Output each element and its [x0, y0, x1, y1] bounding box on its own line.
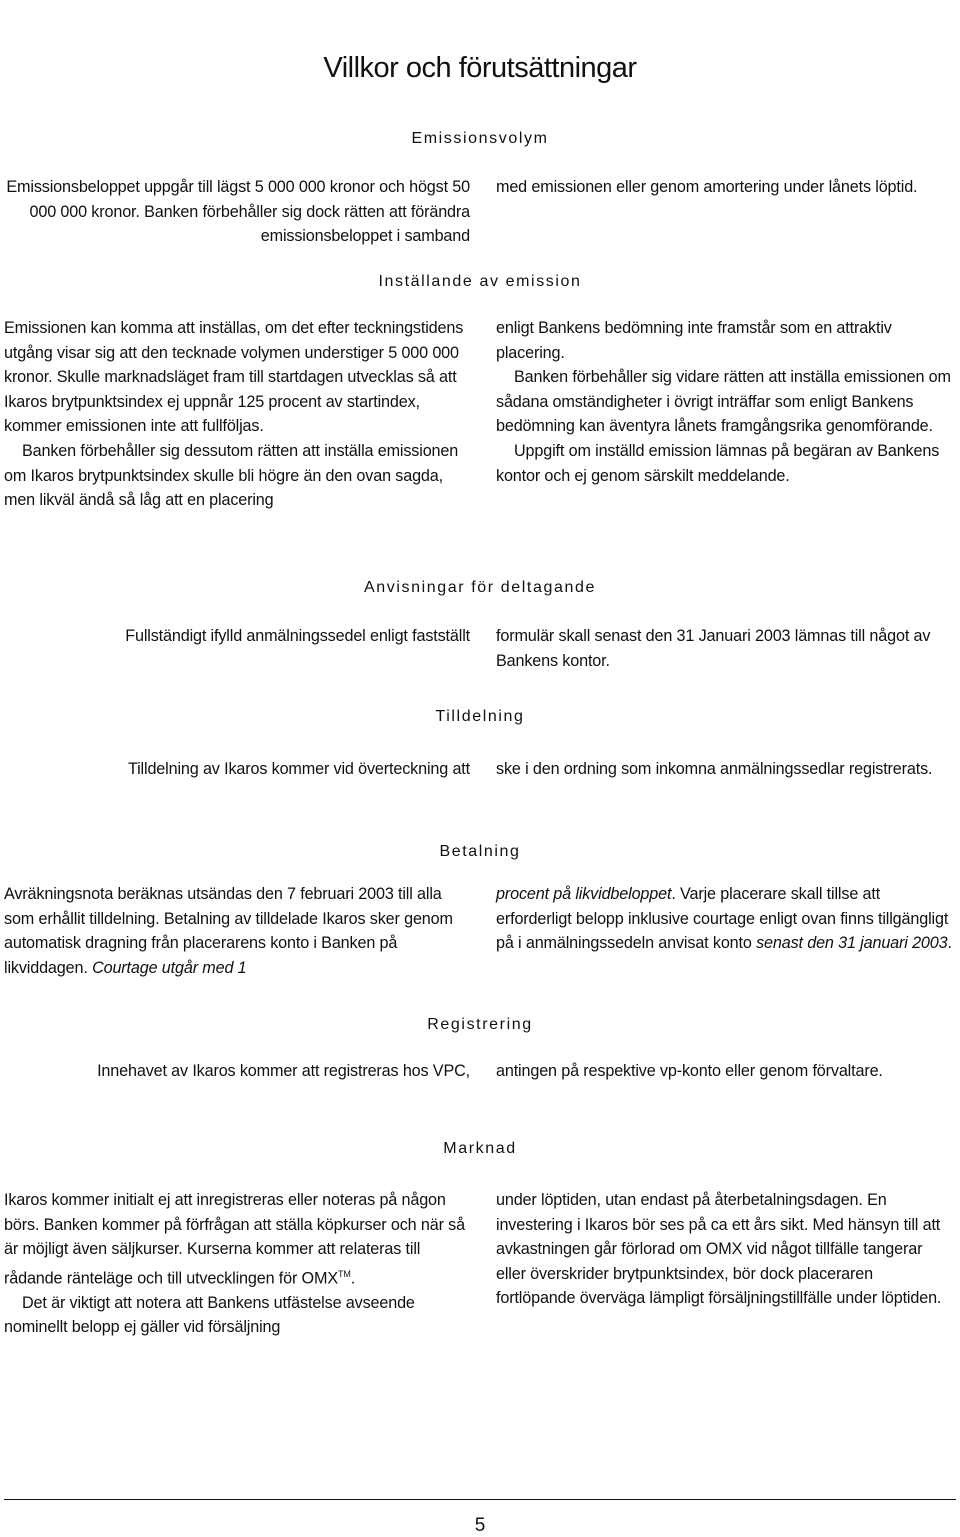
- section-heading-registrering: Registrering: [427, 1016, 533, 1033]
- installande-left-p1: Emissionen kan komma att inställas, om det efter teckningstidens utgång visar sig att den tecknade volymen understiger 5 000 000 kronor. Skulle marknadsläget fram till startdagen utvecklas så att Ikaros brytpunktsindex ej uppnår 125 procent av startindex, kommer emissionen inte att fullföljas.: [4, 319, 464, 436]
- anvisningar-right-text: formulär skall senast den 31 Januari 2003 lämnas till något av Bankens kontor.: [496, 627, 931, 670]
- betalning-right-regular: . Varje placerare skall tillse att erforderligt belopp inklusive courtage enligt ovan finns tillgängligt på i anmälningssedeln anvisat konto: [496, 885, 949, 953]
- marknad-left-p1-text: Ikaros kommer initialt ej att inregistreras eller noteras på någon börs. Banken kommer på förfrågan att ställa köpkurser och när så är möjligt även säljkurser. Kurserna kommer att relateras till rådande ränteläge och till utvecklingen för OMX: [4, 1191, 465, 1288]
- betalning-right-italic-end: senast den 31 januari 2003: [756, 934, 948, 953]
- anvisningar-left-text: Fullständigt ifylld anmälningssedel enligt fastställt: [125, 627, 470, 645]
- betalning-left-italic: Courtage utgår med 1: [92, 958, 247, 977]
- betalning-right-italic: procent på likvidbeloppet: [496, 885, 672, 903]
- page-number: 5: [474, 1515, 486, 1536]
- registrering-right-column: [496, 1059, 956, 1084]
- section-heading-installande: Inställande av emission: [378, 273, 582, 290]
- registrering-left-text: Innehavet av Ikaros kommer att registreras hos VPC,: [97, 1062, 470, 1080]
- marknad-left-p1: [4, 1188, 470, 1291]
- emissionsvolym-right-column: [496, 175, 956, 200]
- tilldelning-left-text: Tilldelning av Ikaros kommer vid överteckning att: [127, 760, 470, 778]
- marknad-left-column: [4, 1188, 470, 1340]
- betalning-left-regular: Avräkningsnota beräknas utsändas den 7 februari 2003 till alla som erhållit tilldelning. Betalning av tilldelade Ikaros sker genom automatisk dragning från placerarens konto i Banken på likviddagen.: [4, 885, 453, 977]
- registrering-right-text: antingen på respektive vp-konto eller genom förvaltare.: [496, 1062, 883, 1080]
- section-heading-tilldelning: Tilldelning: [435, 708, 525, 725]
- betalning-right-text: [496, 882, 956, 956]
- betalning-left-text: [4, 882, 470, 980]
- betalning-left-column: [4, 882, 470, 980]
- installande-right-p1: enligt Bankens bedömning inte framstår som en attraktiv placering.: [496, 319, 892, 362]
- installande-right-column: [496, 316, 956, 488]
- betalning-right-column: [496, 882, 956, 956]
- page-title: Villkor och förutsättningar: [323, 52, 637, 84]
- footer-divider: [4, 1499, 956, 1500]
- emissionsvolym-left-column: [4, 175, 470, 249]
- anvisningar-left-column: [4, 624, 470, 649]
- section-heading-emissionsvolym: Emissionsvolym: [411, 130, 549, 147]
- betalning-right-end: .: [947, 934, 952, 953]
- section-heading-anvisningar: Anvisningar för deltagande: [364, 579, 596, 596]
- anvisningar-right-column: [496, 624, 956, 673]
- marknad-right-text: under löptiden, utan endast på återbetalningsdagen. En investering i Ikaros bör ses på ca ett års sikt. Med hänsyn till att avkastningen går förlorad om OMX vid något tillfälle tangerar eller överskrider brytpunktsindex, bör dock placeraren fortlöpande överväga lämpligt försäljningstillfälle under löptiden.: [496, 1191, 942, 1308]
- trademark-mark: TM: [337, 1268, 351, 1279]
- tilldelning-right-text: ske i den ordning som inkomna anmälningssedlar registrerats.: [496, 760, 933, 778]
- tilldelning-right-column: [496, 757, 956, 782]
- section-heading-betalning: Betalning: [439, 843, 521, 860]
- marknad-right-column: [496, 1188, 956, 1311]
- installande-left-column: [4, 316, 470, 513]
- marknad-left-p2: Det är viktigt att notera att Bankens utfästelse avseende nominellt belopp ej gäller vid försäljning: [4, 1293, 415, 1337]
- installande-right-p3: Uppgift om inställd emission lämnas på begäran av Bankens kontor och ej genom särskilt meddelande.: [496, 441, 940, 485]
- installande-left-p2: Banken förbehåller sig dessutom rätten att inställa emissionen om Ikaros brytpunktsindex skulle bli högre än den ovan sagda, men likväl ändå så låg att en placering: [4, 441, 459, 510]
- tilldelning-left-column: [4, 757, 470, 782]
- emissionsvolym-right-text: med emissionen eller genom amortering under lånets löptid.: [496, 178, 918, 196]
- marknad-left-p1-end: .: [350, 1269, 356, 1288]
- installande-right-p2: Banken förbehåller sig vidare rätten att inställa emissionen om sådana omständigheter i övrigt inträffar som enligt Bankens bedömning kan äventyra lånets framgångsrika genomförande.: [496, 368, 951, 436]
- registrering-left-column: [4, 1059, 470, 1084]
- section-heading-marknad: Marknad: [443, 1140, 517, 1157]
- emissionsvolym-left-text: Emissionsbeloppet uppgår till lägst 5 000 000 kronor och högst 50 000 000 kronor. Banken förbehåller sig dock rätten att förändra emissionsbeloppet i samband: [6, 178, 470, 246]
